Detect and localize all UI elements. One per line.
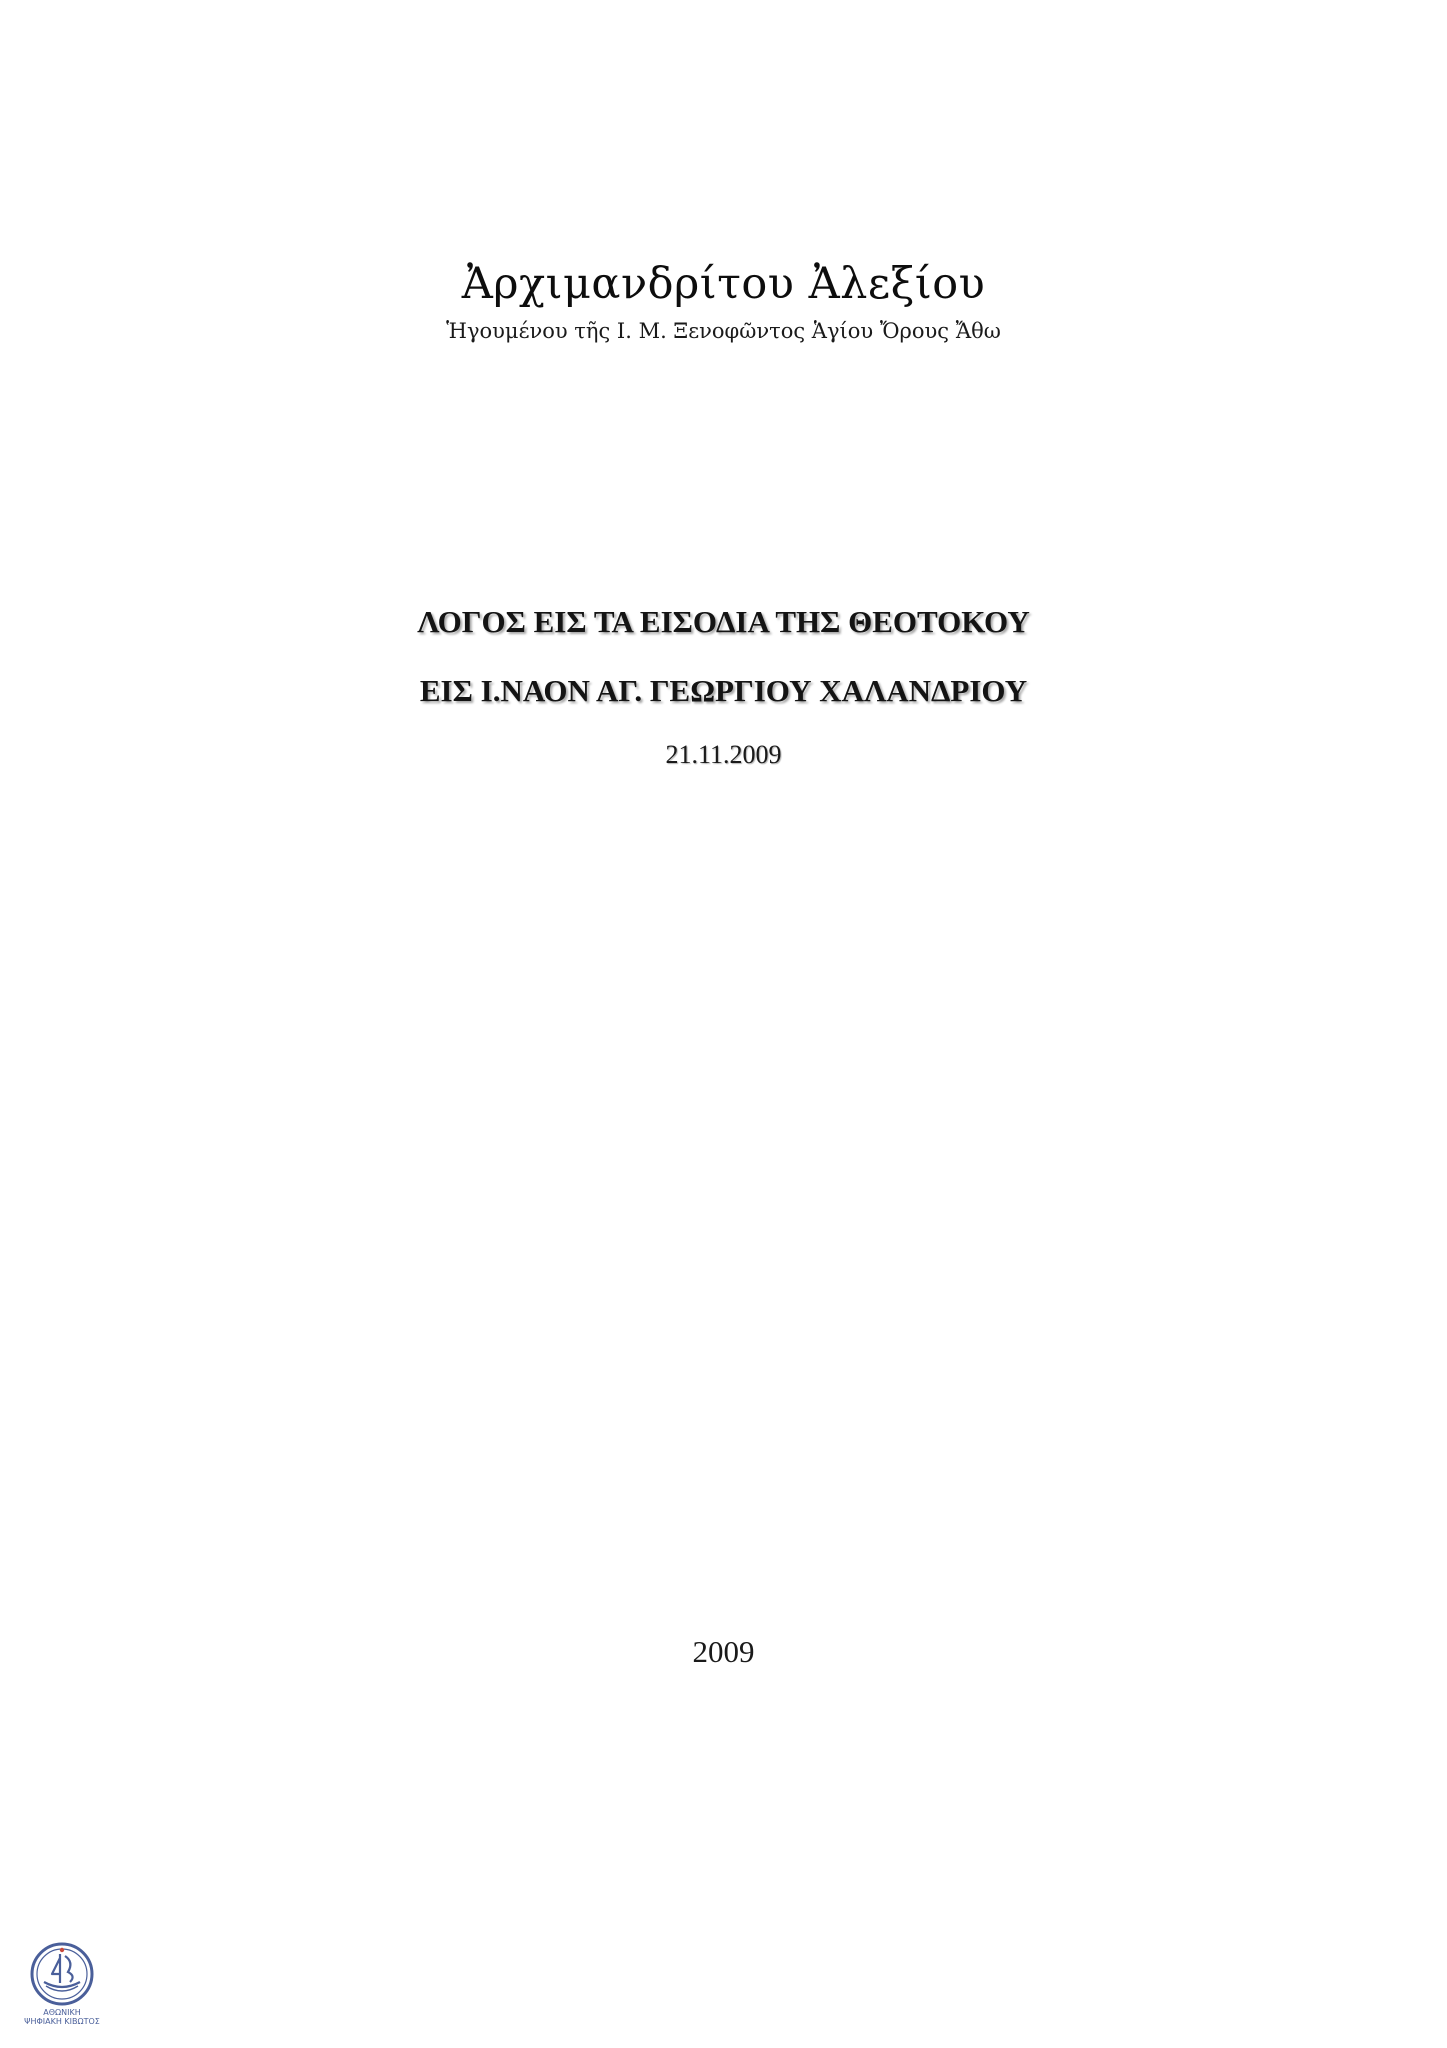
document-date: 21.11.2009: [665, 740, 782, 769]
document-year: 2009: [692, 1634, 755, 1669]
ark-emblem-icon: [22, 1936, 102, 2008]
logo-caption-line-1: ΑΘΩΝΙΚΗ: [43, 2008, 81, 2017]
logo-caption: [22, 2008, 102, 2026]
author-subtitle: Ἡγουμένου τῆς Ι. Μ. Ξενοφῶντος Ἁγίου Ὄρους Ἄθω: [446, 319, 1001, 343]
document-title-line-1: ΛΟΓΟΣ ΕΙΣ ΤΑ ΕΙΣΟΔΙΑ ΤΗΣ ΘΕΟΤΟΚΟΥ: [417, 604, 1030, 639]
logo-caption-line-2: ΨΗΦΙΑΚΗ ΚΙΒΩΤΟΣ: [24, 2017, 100, 2026]
document-title-line-2: ΕΙΣ Ι.ΝΑΟΝ ΑΓ. ΓΕΩΡΓΙΟΥ ΧΑΛΑΝΔΡΙΟΥ: [419, 673, 1028, 708]
author-name: Ἀρχιμανδρίτου Ἀλεξίου: [461, 259, 986, 309]
library-logo: [22, 1936, 102, 2032]
